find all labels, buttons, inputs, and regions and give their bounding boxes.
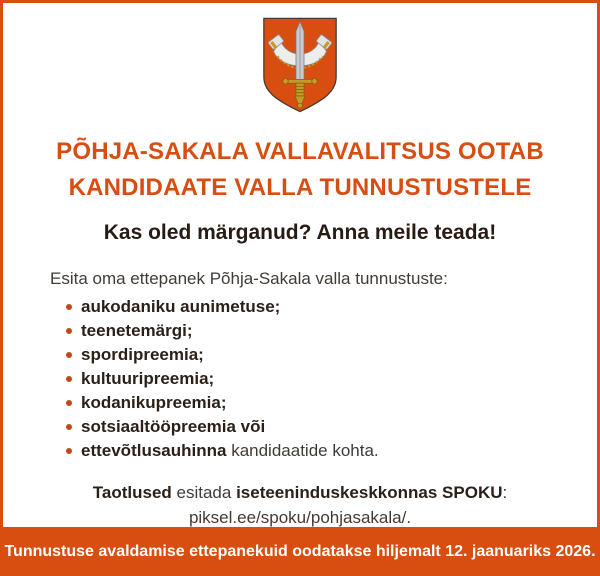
award-list-item: [81, 439, 597, 463]
award-name: sotsiaaltööpreemia või: [81, 417, 266, 436]
apply-portal-name: iseteeninduskeskkonnas SPOKU: [236, 483, 503, 502]
apply-text: esitada: [171, 483, 237, 502]
coat-of-arms-icon: [259, 16, 341, 114]
award-suffix: kandidaatide kohta.: [226, 441, 379, 460]
award-name: teenetemärgi;: [81, 321, 193, 340]
apply-colon: :: [502, 483, 508, 502]
award-list-item: [81, 415, 597, 439]
portal-url: piksel.ee/spoku/pohjasakala/.: [188, 508, 412, 527]
award-list-item: [81, 391, 597, 415]
deadline-text: Tunnustuse avaldamise ettepanekuid oodatakse hiljemalt 12. jaanuariks 2026.: [4, 542, 596, 560]
award-name: aukodaniku aunimetuse;: [81, 297, 281, 316]
page-title-line1: PÕHJA-SAKALA VALLAVALITSUS OOTAB: [56, 138, 544, 165]
award-name: ettevõtlusauhinna: [81, 441, 227, 460]
award-list-item: [81, 295, 597, 319]
award-list-item: [81, 367, 597, 391]
subtitle: Kas oled märganud? Anna meile teada!: [103, 221, 497, 244]
award-list: [3, 295, 597, 463]
deadline-banner: [0, 527, 600, 576]
page-title: [13, 134, 587, 206]
intro-text: Esita oma ettepanek Põhja-Sakala valla tunnustuste:: [50, 269, 448, 288]
page-title-line2: KANDIDAATE VALLA TUNNUSTUSTELE: [68, 174, 532, 201]
apply-keyword: Taotlused: [92, 483, 172, 502]
award-name: kodanikupreemia;: [81, 393, 227, 412]
award-list-item: [81, 319, 597, 343]
award-name: kultuuripreemia;: [81, 369, 215, 388]
award-name: spordipreemia;: [81, 345, 204, 364]
award-list-item: [81, 343, 597, 367]
apply-instruction: [3, 480, 597, 505]
